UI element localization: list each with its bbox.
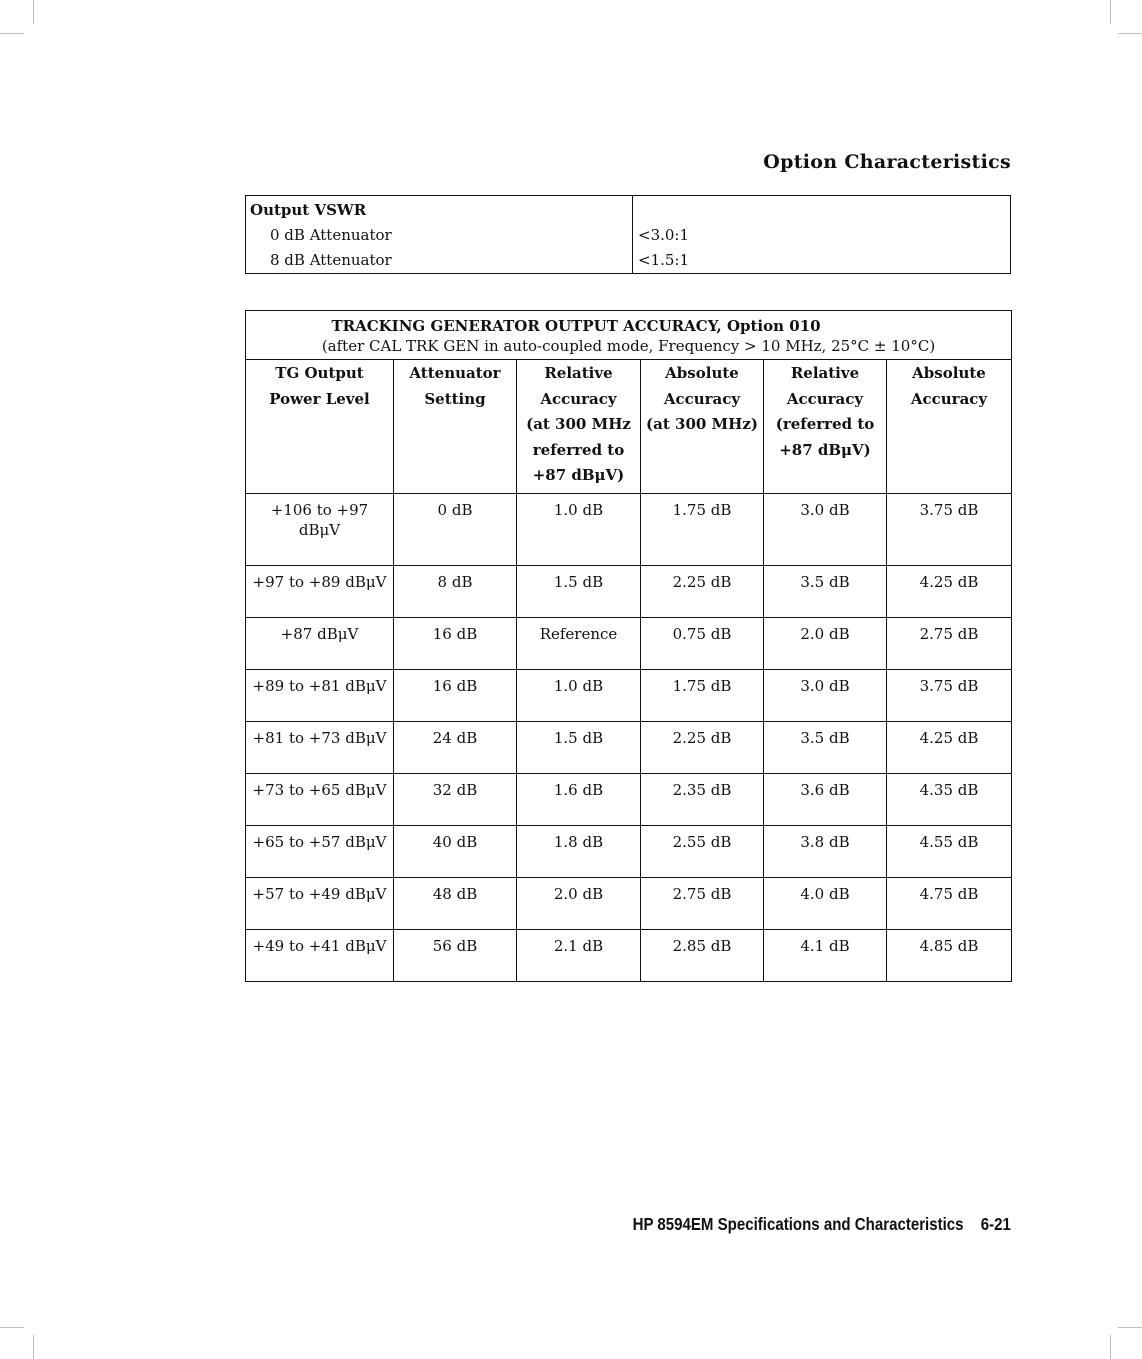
column-header-line: (at 300 MHz) <box>646 415 758 434</box>
table-cell: 16 dB <box>394 617 517 669</box>
vswr-heading: Output VSWR <box>250 201 367 219</box>
table-cell: 4.35 dB <box>887 773 1012 825</box>
table-row <box>246 565 1012 617</box>
footer-text: HP 8594EM Specifications and Characteristics <box>632 1214 964 1234</box>
table-cell: 1.0 dB <box>517 669 641 721</box>
crop-mark <box>1118 33 1142 34</box>
table-cell: 4.75 dB <box>887 877 1012 929</box>
table-cell: 2.25 dB <box>641 721 764 773</box>
table-row <box>246 493 1012 565</box>
vswr-row-label: 0 dB Attenuator <box>270 226 392 244</box>
column-header-line: Accuracy <box>540 389 617 408</box>
table-row <box>246 929 1012 981</box>
table-cell: Reference <box>517 617 641 669</box>
column-header <box>246 360 394 494</box>
column-header <box>641 360 764 494</box>
output-vswr-table <box>245 195 1011 274</box>
table-cell: +49 to +41 dBμV <box>246 929 394 981</box>
column-header-line: Attenuator <box>409 364 501 382</box>
page-footer <box>633 1214 1011 1235</box>
table-cell: +73 to +65 dBμV <box>246 773 394 825</box>
crop-mark <box>0 1327 24 1328</box>
table-cell: 4.25 dB <box>887 721 1012 773</box>
crop-mark <box>1118 1327 1142 1328</box>
table-cell: 24 dB <box>394 721 517 773</box>
table-cell: 2.75 dB <box>887 617 1012 669</box>
table-cell: 0 dB <box>394 493 517 565</box>
table-cell: 3.5 dB <box>764 721 887 773</box>
table-subtitle: (after CAL TRK GEN in auto-coupled mode, Frequency > 10 MHz, 25°C ± 10°C) <box>321 337 936 355</box>
table-cell: +65 to +57 dBμV <box>246 825 394 877</box>
column-header-line: (at 300 MHz <box>526 415 631 434</box>
table-cell: 2.0 dB <box>764 617 887 669</box>
table-cell: 4.0 dB <box>764 877 887 929</box>
column-header-line: Power Level <box>269 389 370 408</box>
crop-mark <box>1110 0 1111 24</box>
table-cell: 3.75 dB <box>887 493 1012 565</box>
column-header-line: referred to <box>532 440 625 459</box>
table-cell: 4.85 dB <box>919 936 979 955</box>
column-header-line: Setting <box>424 389 486 408</box>
crop-mark <box>1110 1335 1111 1359</box>
column-header-line: Relative <box>790 364 860 382</box>
column-header <box>887 360 1012 494</box>
table-cell: 1.75 dB <box>641 669 764 721</box>
table-cell: 4.55 dB <box>887 825 1012 877</box>
table-row <box>246 825 1012 877</box>
table-cell: +89 to +81 dBμV <box>246 669 394 721</box>
crop-mark <box>0 33 24 34</box>
table-cell: 2.55 dB <box>641 825 764 877</box>
column-header-line: Accuracy <box>786 389 864 408</box>
column-header-line: Absolute <box>665 364 739 382</box>
table-row <box>246 721 1012 773</box>
column-header-line: (referred to <box>775 415 875 434</box>
table-cell: 40 dB <box>394 825 517 877</box>
table-cell: 3.75 dB <box>887 669 1012 721</box>
header-row <box>246 360 1012 494</box>
column-header <box>764 360 887 494</box>
table-row <box>246 773 1012 825</box>
table-cell: 2.85 dB <box>641 929 764 981</box>
table-cell: 3.5 dB <box>764 565 887 617</box>
table-cell: 2.75 dB <box>641 877 764 929</box>
vswr-row-label: 8 dB Attenuator <box>270 251 392 269</box>
column-header-line: TG Output <box>275 364 364 382</box>
table-cell: 56 dB <box>394 929 517 981</box>
table-row <box>246 669 1012 721</box>
vswr-row-value: <3.0:1 <box>638 226 690 244</box>
table-row <box>246 617 1012 669</box>
crop-mark <box>33 0 34 24</box>
column-header-line: Relative <box>544 364 613 382</box>
column-header-line: +87 dBμV) <box>532 466 625 485</box>
page-number: 6-21 <box>980 1214 1011 1234</box>
table-cell: +87 dBμV <box>246 617 394 669</box>
table-cell: +81 to +73 dBμV <box>246 721 394 773</box>
table-cell: 2.1 dB <box>517 929 641 981</box>
section-title: Option Characteristics <box>763 151 1011 173</box>
column-header <box>394 360 517 494</box>
table-cell: 2.25 dB <box>641 565 764 617</box>
tracking-generator-accuracy-table <box>245 310 1012 982</box>
table-cell: 0.75 dB <box>641 617 764 669</box>
table-cell: 4.25 dB <box>887 565 1012 617</box>
table-cell: 48 dB <box>394 877 517 929</box>
table-cell: 1.5 dB <box>517 565 641 617</box>
table-row <box>246 877 1012 929</box>
column-header-line: Absolute <box>912 364 986 382</box>
vswr-value-column <box>633 196 1011 274</box>
table-cell: 3.8 dB <box>764 825 887 877</box>
column-header-line: +87 dBμV) <box>779 440 871 459</box>
table-cell: 3.6 dB <box>764 773 887 825</box>
table-caption <box>246 311 1012 360</box>
column-header-line: Accuracy <box>663 389 741 408</box>
table-cell: 1.5 dB <box>517 721 641 773</box>
vswr-label-column <box>246 196 633 274</box>
vswr-row-value: <1.5:1 <box>638 251 690 269</box>
table-cell: 16 dB <box>394 669 517 721</box>
table-cell: +57 to +49 dBμV <box>246 877 394 929</box>
table-cell: 3.0 dB <box>764 493 887 565</box>
table-cell: 1.6 dB <box>517 773 641 825</box>
table-cell: 2.0 dB <box>517 877 641 929</box>
table-cell: 8 dB <box>394 565 517 617</box>
table-cell: 32 dB <box>394 773 517 825</box>
table-cell: 1.8 dB <box>517 825 641 877</box>
column-header-line: Accuracy <box>910 389 988 408</box>
table-title: TRACKING GENERATOR OUTPUT ACCURACY, Option 010 <box>331 317 821 335</box>
column-header <box>517 360 641 494</box>
table-cell: 1.0 dB <box>517 493 641 565</box>
table-cell: 1.75 dB <box>641 493 764 565</box>
table-cell: +106 to +97 dBμV <box>246 493 394 565</box>
table-cell: 3.0 dB <box>764 669 887 721</box>
crop-mark <box>33 1335 34 1359</box>
table-cell: 2.35 dB <box>641 773 764 825</box>
table-cell: +97 to +89 dBμV <box>246 565 394 617</box>
table-cell: 4.1 dB <box>764 929 887 981</box>
